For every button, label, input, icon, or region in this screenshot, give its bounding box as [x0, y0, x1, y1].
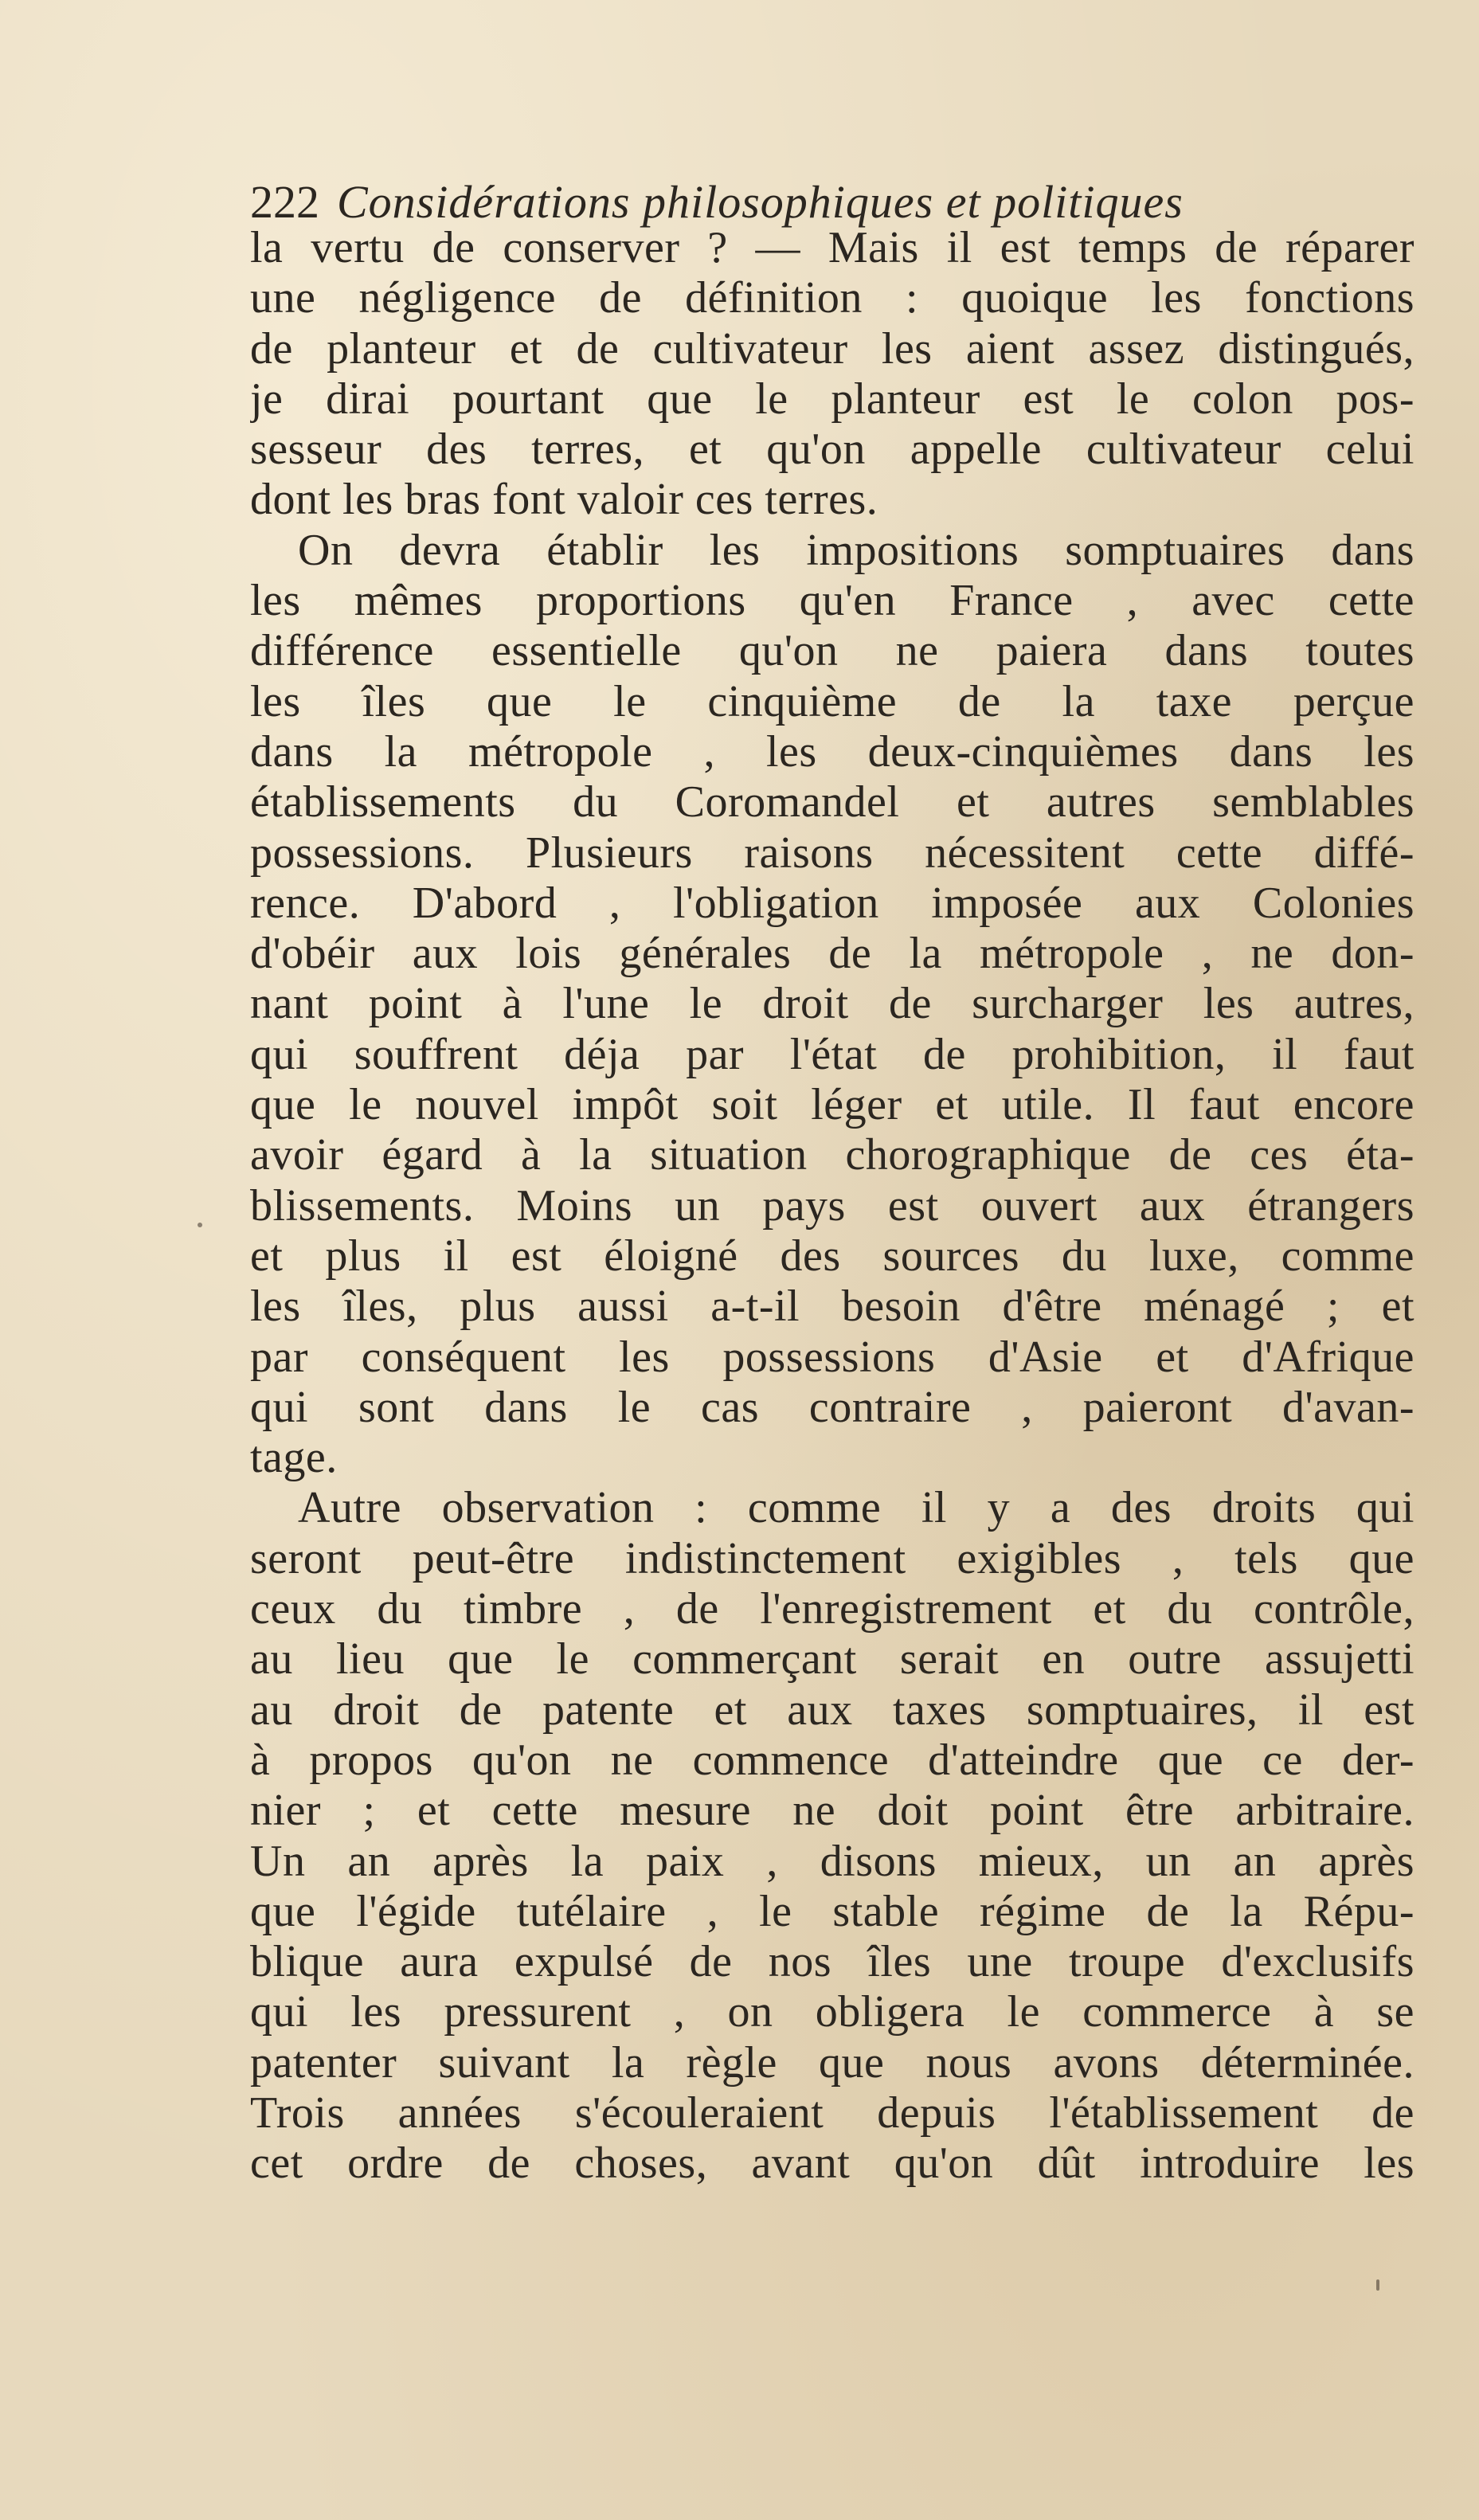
- paragraph-start-line: On devra établir les impositions somptuaires dans: [298, 525, 1414, 575]
- text-line: au lieu que le commerçant serait en outre assujetti: [250, 1634, 1414, 1685]
- text-line: je dirai pourtant que le planteur est le colon pos-: [250, 374, 1414, 424]
- page-number: 222: [250, 176, 319, 228]
- paper-speck: [1376, 2279, 1379, 2291]
- paper-speck: [198, 1223, 202, 1227]
- text-line: à propos qu'on ne commence d'atteindre que ce der-: [250, 1735, 1414, 1785]
- text-line: seront peut-être indistinctement exigibles , tels que: [250, 1533, 1414, 1583]
- text-line: rence. D'abord , l'obligation imposée aux Colonies: [250, 878, 1414, 928]
- text-line: les mêmes proportions qu'en France , avec cette: [250, 576, 1414, 626]
- text-line: ceux du timbre , de l'enregistrement et du contrôle,: [250, 1584, 1414, 1634]
- text-line: blissements. Moins un pays est ouvert aux étrangers: [250, 1180, 1414, 1231]
- text-line: qui souffrent déja par l'état de prohibition, il faut: [250, 1029, 1414, 1079]
- text-line: les îles que le cinquième de la taxe perçue: [250, 676, 1414, 726]
- text-line: possessions. Plusieurs raisons nécessitent cette diffé-: [250, 828, 1414, 878]
- text-line: nant point à l'une le droit de surcharger les autres,: [250, 979, 1414, 1029]
- paragraph-start-line: Autre observation : comme il y a des droits qui: [298, 1483, 1414, 1533]
- text-line: de planteur et de cultivateur les aient assez distingués,: [250, 323, 1414, 374]
- text-line: Un an après la paix , disons mieux, un an après: [250, 1836, 1414, 1886]
- text-line: établissements du Coromandel et autres semblables: [250, 777, 1414, 828]
- body-text: [250, 223, 1414, 2189]
- text-line: tage.: [250, 1433, 338, 1483]
- text-line: qui les pressurent , on obligera le commerce à se: [250, 1987, 1414, 2037]
- text-line: dans la métropole , les deux-cinquièmes dans les: [250, 726, 1414, 777]
- text-line: différence essentielle qu'on ne paiera dans toutes: [250, 626, 1414, 676]
- text-line: et plus il est éloigné des sources du luxe, comme: [250, 1231, 1414, 1281]
- text-line: avoir égard à la situation chorographique de ces éta-: [250, 1130, 1414, 1180]
- text-line: la vertu de conserver ? — Mais il est temps de réparer: [250, 223, 1414, 272]
- text-line: patenter suivant la règle que nous avons déterminée.: [250, 2037, 1414, 2088]
- text-line: blique aura expulsé de nos îles une troupe d'exclusifs: [250, 1937, 1414, 1987]
- text-line: les îles, plus aussi a-t-il besoin d'être ménagé ; et: [250, 1282, 1414, 1332]
- text-line: une négligence de définition : quoique les fonctions: [250, 273, 1414, 323]
- text-line: cet ordre de choses, avant qu'on dût introduire les: [250, 2138, 1414, 2189]
- text-line: sesseur des terres, et qu'on appelle cultivateur celui: [250, 425, 1414, 475]
- text-line: Trois années s'écouleraient depuis l'établissement de: [250, 2088, 1414, 2138]
- text-line: que l'égide tutélaire , le stable régime de la Répu-: [250, 1886, 1414, 1936]
- text-line: au droit de patente et aux taxes somptuaires, il est: [250, 1685, 1414, 1735]
- running-title: Considérations philosophiques et politiques: [337, 176, 1184, 228]
- text-line: qui sont dans le cas contraire , paieront d'avan-: [250, 1382, 1414, 1432]
- text-line: par conséquent les possessions d'Asie et d'Afrique: [250, 1332, 1414, 1382]
- text-line: que le nouvel impôt soit léger et utile. Il faut encore: [250, 1080, 1414, 1130]
- text-line: nier ; et cette mesure ne doit point être arbitraire.: [250, 1786, 1414, 1836]
- text-line: d'obéir aux lois générales de la métropole , ne don-: [250, 929, 1414, 979]
- text-line: dont les bras font valoir ces terres.: [250, 475, 878, 525]
